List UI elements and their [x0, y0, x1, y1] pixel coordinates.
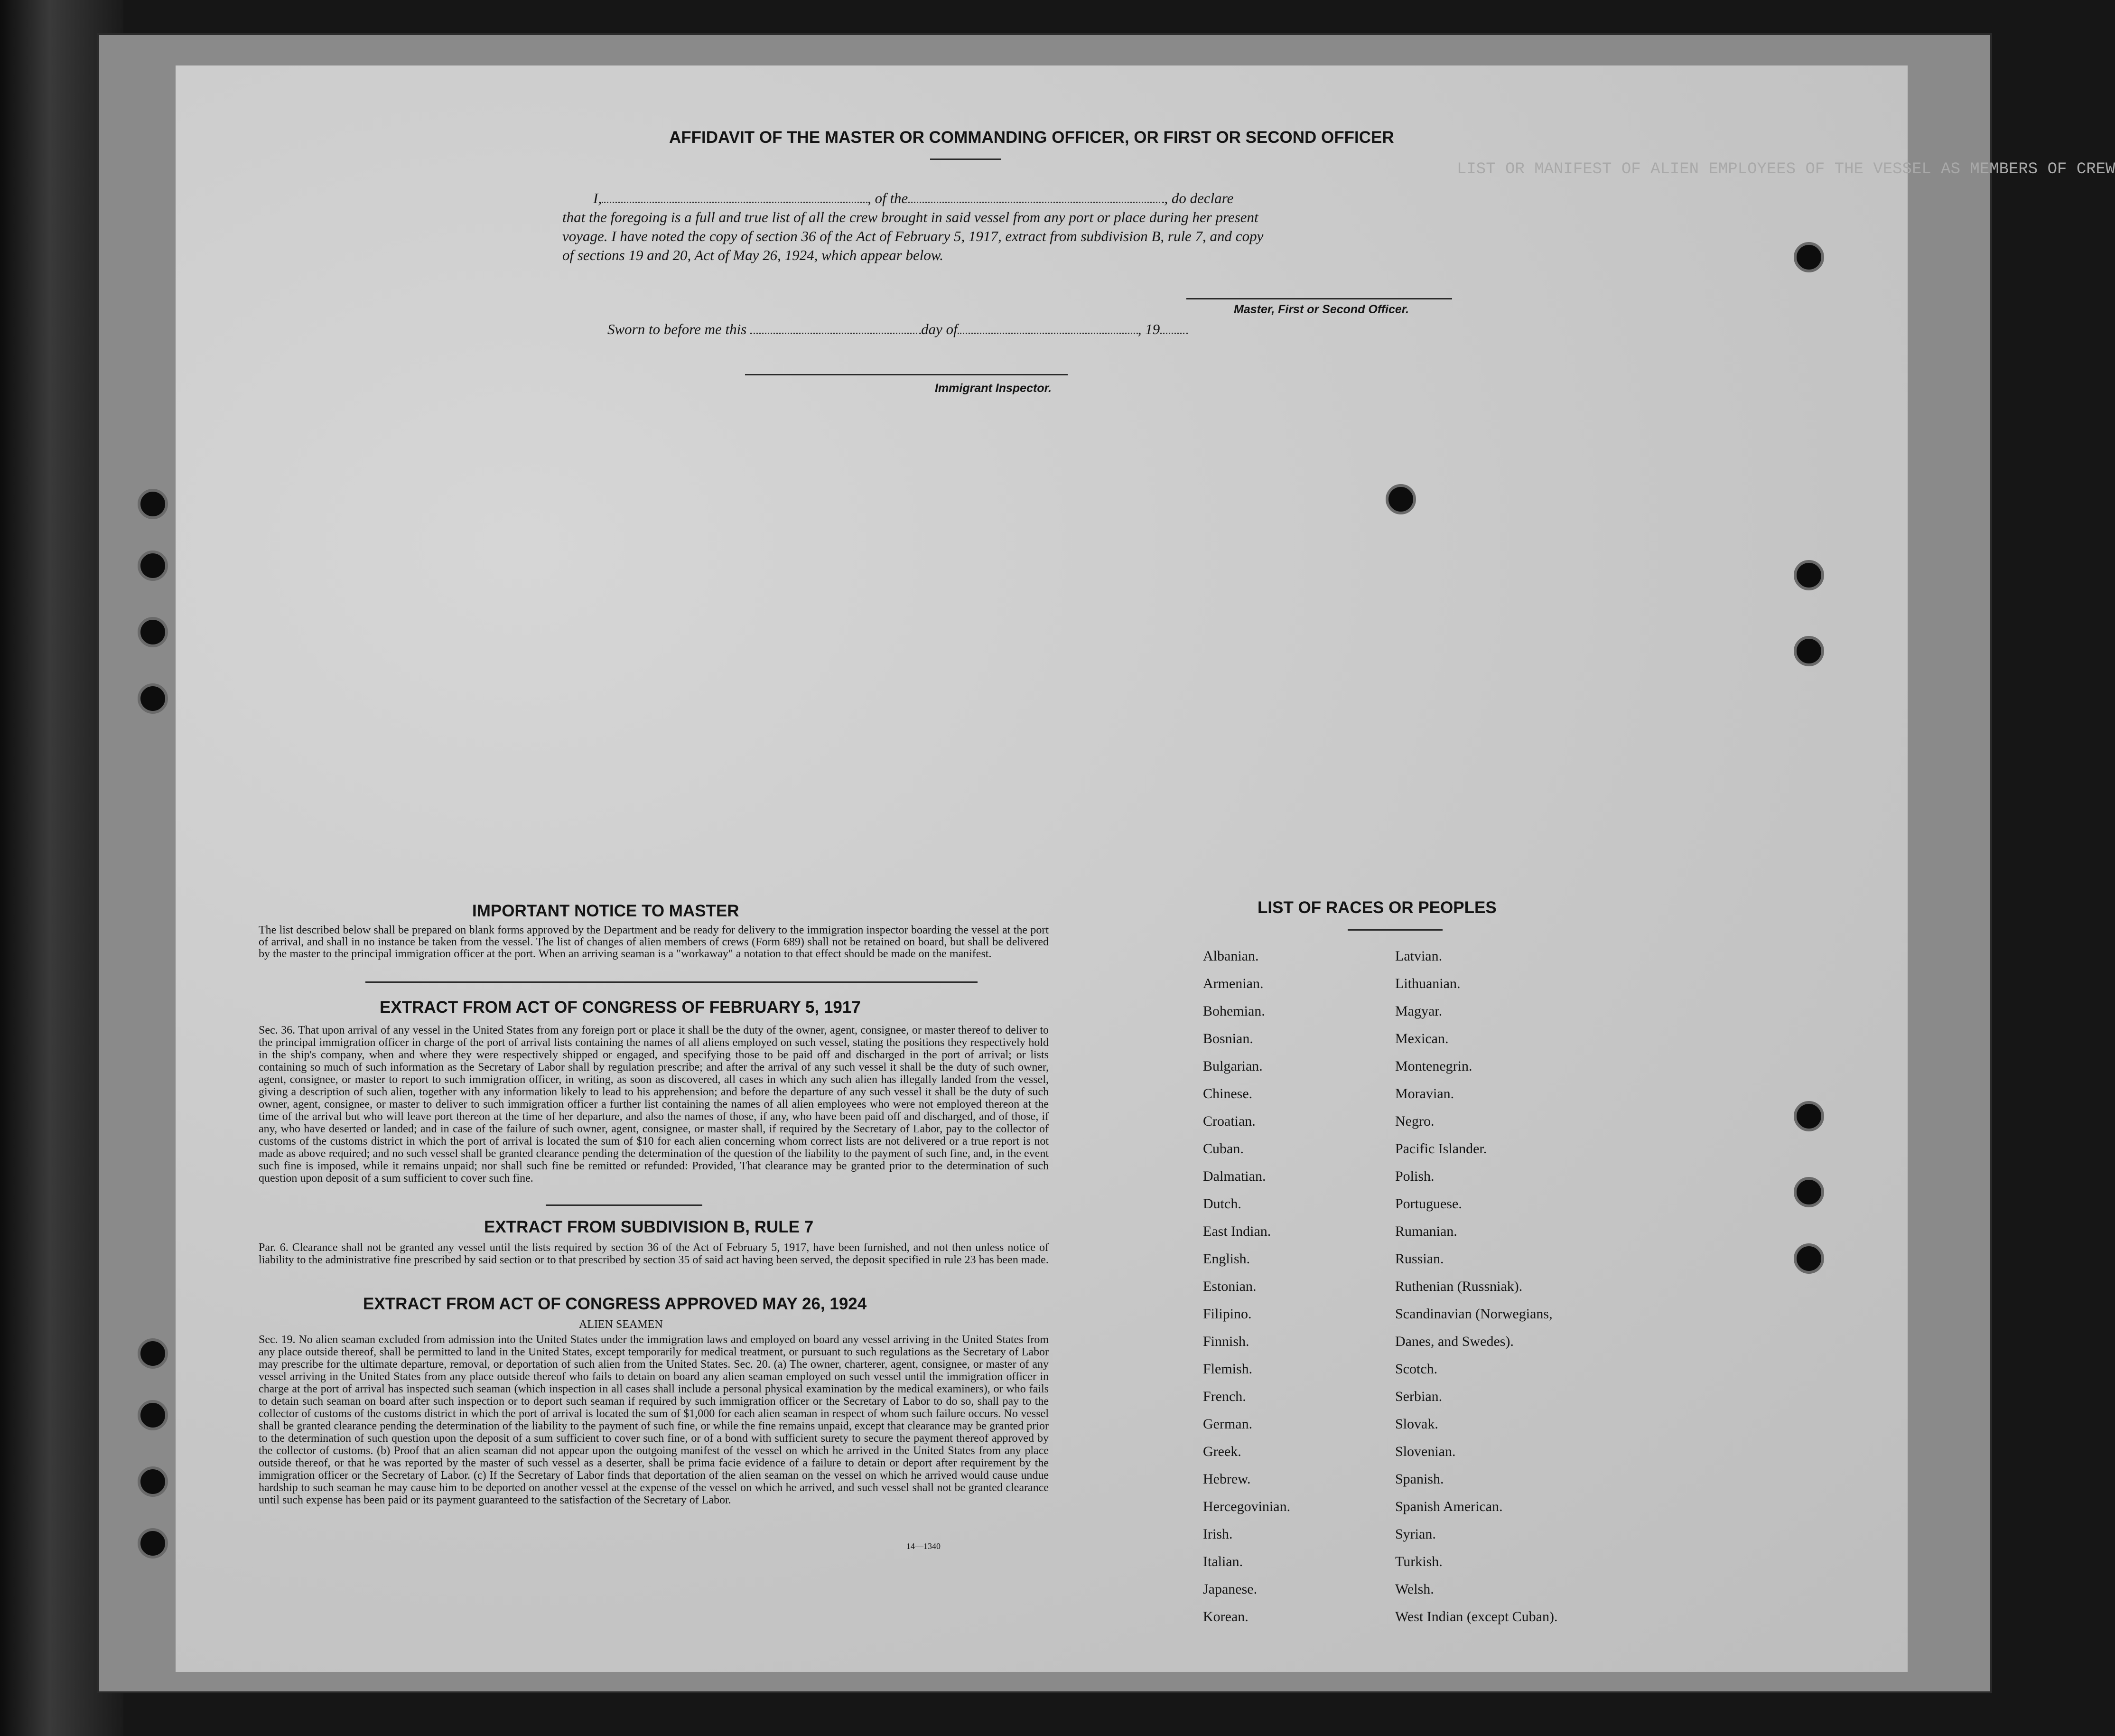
subdivision-title: EXTRACT FROM SUBDIVISION B, RULE 7	[484, 1218, 814, 1236]
divider	[365, 981, 978, 983]
race-item: Korean.	[1203, 1609, 1249, 1624]
race-item: Bulgarian.	[1203, 1058, 1263, 1074]
race-item: Danes, and Swedes).	[1395, 1334, 1514, 1349]
notice-title: IMPORTANT NOTICE TO MASTER	[472, 902, 739, 920]
race-item: Japanese.	[1203, 1581, 1258, 1597]
extract-1924-title: EXTRACT FROM ACT OF CONGRESS APPROVED MAY 26, 1924	[363, 1295, 867, 1313]
name-field[interactable]	[602, 202, 867, 203]
race-item: Croatian.	[1203, 1113, 1256, 1129]
year-field[interactable]	[1160, 333, 1188, 334]
race-item: Spanish.	[1395, 1471, 1444, 1487]
inspector-label: Immigrant Inspector.	[935, 382, 1052, 395]
day-field[interactable]	[750, 333, 921, 334]
notice-text: The list described below shall be prepared on blank forms approved by the Department and be ready for delivery to the immigration inspector boarding the vessel at the port of arrival, and shall in no instance be taken from the vessel. The list of changes of alien members of crews (Form 689) shall not be retained on board, but shall be delivered by the master to the principal immigration officer at the port. When an arriving seaman is a "workaway" a notation to that effect should be made on the manifest.	[259, 924, 1049, 960]
race-item: Chinese.	[1203, 1086, 1253, 1101]
divider	[546, 1204, 702, 1206]
sworn-line: Sworn to before me this day of , 19	[607, 321, 1188, 338]
race-item: Spanish American.	[1395, 1499, 1503, 1514]
race-item: Moravian.	[1395, 1086, 1454, 1101]
race-item: Flemish.	[1203, 1361, 1253, 1377]
punch-hole	[138, 1338, 168, 1369]
form-number: 14—1340	[906, 1541, 941, 1551]
form-page	[176, 65, 2115, 1672]
punch-hole	[1386, 484, 1416, 514]
month-field[interactable]	[958, 333, 1138, 334]
punch-hole	[1794, 242, 1824, 272]
race-item: Scotch.	[1395, 1361, 1438, 1377]
punch-hole	[1794, 1101, 1824, 1131]
punch-hole	[138, 551, 168, 581]
race-item: West Indian (except Cuban).	[1395, 1609, 1558, 1624]
subdivision-text: Par. 6. Clearance shall not be granted any vessel until the lists required by section 36 of the Act of February 5, 1917, have been furnished, and not then unless notice of liability to the administrative fine prescribed by said section or to that prescribed by section 35 of said act having been served, the deposit specified in rule 23 has been made.	[259, 1241, 1049, 1266]
race-item: Greek.	[1203, 1444, 1241, 1459]
divider	[1348, 929, 1443, 931]
race-item: Finnish.	[1203, 1334, 1249, 1349]
race-item: Latvian.	[1395, 948, 1443, 964]
race-item: Bohemian.	[1203, 1003, 1265, 1019]
race-item: Lithuanian.	[1395, 976, 1461, 991]
inspector-signature-line[interactable]	[745, 374, 1068, 375]
race-item: Polish.	[1395, 1168, 1435, 1184]
bleed-through: LIST OR MANIFEST OF ALIEN EMPLOYEES OF THE VESSEL AS MEMBERS OF CREW	[1457, 160, 2115, 178]
race-item: English.	[1203, 1251, 1250, 1267]
race-item: Slovenian.	[1395, 1444, 1456, 1459]
race-item: Rumanian.	[1395, 1223, 1457, 1239]
declaration-line-3: voyage. I have noted the copy of section 36 of the Act of February 5, 1917, extract from subdivision B, rule 7, and copy	[562, 228, 1264, 244]
race-item: Albanian.	[1203, 948, 1259, 964]
master-label: Master, First or Second Officer.	[1234, 303, 1409, 316]
extract-1917-title: EXTRACT FROM ACT OF CONGRESS OF FEBRUARY 5, 1917	[380, 998, 861, 1017]
race-item: Serbian.	[1395, 1389, 1443, 1404]
race-item: German.	[1203, 1416, 1253, 1432]
race-item: Slovak.	[1395, 1416, 1438, 1432]
race-item: Cuban.	[1203, 1141, 1244, 1157]
race-item: Syrian.	[1395, 1526, 1436, 1542]
extract-1917-text: Sec. 36. That upon arrival of any vessel in the United States from any foreign port or place it shall be the duty of the owner, agent, consignee, or master thereof to deliver to the principal immigration officer in charge of the port of arrival lists containing the names of all aliens employed on such vessel, stating the positions they respectively hold in the ship's company, when and where they were respectively shipped or engaged, and specifying those to be paid off and discharged in the port of arrival; or lists containing so much of such information as the Secretary of Labor shall by regulation prescribe; and after the arrival of any such vessel it shall be the duty of such owner, agent, consignee, or master to report to such immigration officer, in writing, as soon as discovered, all cases in which any such alien has illegally landed from the vessel, giving a description of such alien, together with any information likely to lead to his apprehension; and before the departure of any such vessel it shall be the duty of such owner, agent, consignee, or master to deliver to such immigration officer a further list containing the names of all alien employees who were not employed thereon at the time of the arrival but who will leave port thereon at the time of her departure, and also the names of those, if any, who have been paid off and discharged, and of those, if any, who have deserted or landed; and in case of the failure of such owner, agent, consignee, or master shall, if required by the Secretary of Labor, pay to the collector of customs of the customs district in which the port of arrival is located the sum of $10 for each alien concerning whom correct lists are not delivered or a true report is not made as above required; and no such vessel shall be granted clearance pending the determination of the question of the liability to the payment of such fine, and, in the event such fine is imposed, while it remains unpaid; nor shall such fine be remitted or refunded: Provided, That clearance may be granted prior to the determination of such question upon deposit of a sum sufficient to cover such fine.	[259, 1024, 1049, 1185]
race-item: Turkish.	[1395, 1554, 1443, 1569]
race-item: Magyar.	[1395, 1003, 1443, 1019]
vessel-field[interactable]	[908, 202, 1164, 203]
race-item: Dalmatian.	[1203, 1168, 1266, 1184]
declaration-line-2: that the foregoing is a full and true list of all the crew brought in said vessel from any port or place during her present	[562, 209, 1258, 225]
punch-hole	[138, 1400, 168, 1430]
punch-hole	[1794, 1243, 1824, 1274]
declaration-line-4: of sections 19 and 20, Act of May 26, 1924, which appear below.	[562, 247, 944, 263]
affidavit-title: AFFIDAVIT OF THE MASTER OR COMMANDING OFFICER, OR FIRST OR SECOND OFFICER	[669, 128, 1394, 147]
divider	[930, 159, 1001, 160]
declaration-line-1: I, , of the , do declare	[593, 190, 1234, 206]
punch-hole	[138, 1528, 168, 1559]
race-item: Bosnian.	[1203, 1031, 1253, 1046]
race-item: Pacific Islander.	[1395, 1141, 1487, 1157]
race-item: Irish.	[1203, 1526, 1233, 1542]
race-item: Italian.	[1203, 1554, 1243, 1569]
race-item: Mexican.	[1395, 1031, 1449, 1046]
punch-hole	[1794, 560, 1824, 590]
punch-hole	[138, 617, 168, 647]
punch-hole	[138, 1466, 168, 1497]
race-item: Hercegovinian.	[1203, 1499, 1291, 1514]
punch-hole	[138, 683, 168, 714]
race-item: Negro.	[1395, 1113, 1435, 1129]
race-item: Estonian.	[1203, 1279, 1257, 1294]
race-item: Welsh.	[1395, 1581, 1434, 1597]
race-item: East Indian.	[1203, 1223, 1271, 1239]
race-item: Scandinavian (Norwegians,	[1395, 1306, 1553, 1322]
extract-1924-subtitle: ALIEN SEAMEN	[579, 1318, 663, 1331]
race-item: Dutch.	[1203, 1196, 1241, 1212]
punch-hole	[138, 489, 168, 519]
races-title: LIST OF RACES OR PEOPLES	[1258, 898, 1497, 917]
race-item: Russian.	[1395, 1251, 1444, 1267]
race-item: Armenian.	[1203, 976, 1264, 991]
race-item: Montenegrin.	[1395, 1058, 1472, 1074]
race-item: French.	[1203, 1389, 1246, 1404]
race-item: Portuguese.	[1395, 1196, 1462, 1212]
signature-line[interactable]	[1186, 298, 1452, 299]
race-item: Ruthenian (Russniak).	[1395, 1279, 1523, 1294]
punch-hole	[1794, 636, 1824, 666]
punch-hole	[1794, 1177, 1824, 1207]
extract-1924-text: Sec. 19. No alien seaman excluded from admission into the United States under the immigration laws and employed on board any vessel arriving in the United States from any place outside thereof, shall be permitted to land in the United States, except temporarily for medical treatment, or pursuant to such regulations as the Secretary of Labor may prescribe for the ultimate departure, removal, or deportation of such alien from the United States. Sec. 20. (a) The owner, charterer, agent, consignee, or master of any vessel arriving in the United States from any place outside thereof who fails to detain on board any alien seaman employed on such vessel until the immigration officer in charge at the port of arrival has inspected such seaman (which inspection in all cases shall include a personal physical examination by the medical examiners), or who fails to detain such seaman on board after such inspection or to deport such seaman if required by such immigration officer or the Secretary of Labor to do so, shall pay to the collector of customs of the customs district in which the port of arrival is located the sum of $1,000 for each alien seaman in respect of whom such failure occurs. No vessel shall be granted clearance pending the determination of the liability to the payment of such fine, or while the fine remains unpaid, except that clearance may be granted prior to the determination of such question upon the deposit of a sum sufficient to cover such fine, or of a bond with sufficient surety to secure the payment thereof approved by the collector of customs. (b) Proof that an alien seaman did not appear upon the outgoing manifest of the vessel on which he arrived in the United States from any place outside thereof, or that he was reported by the master of such vessel as a deserter, shall be prima facie evidence of a failure to detain or deport after requirement by the immigration officer or the Secretary of Labor. (c) If the Secretary of Labor finds that deportation of the alien seaman on the vessel on which he arrived would cause undue hardship to such seaman he may cause him to be deported on another vessel at the expense of the vessel on which he arrived, and such vessel shall not be granted clearance until such expense has been paid or its payment guaranteed to the satisfaction of the Secretary of Labor.	[259, 1334, 1049, 1506]
race-item: Hebrew.	[1203, 1471, 1251, 1487]
race-item: Filipino.	[1203, 1306, 1252, 1322]
